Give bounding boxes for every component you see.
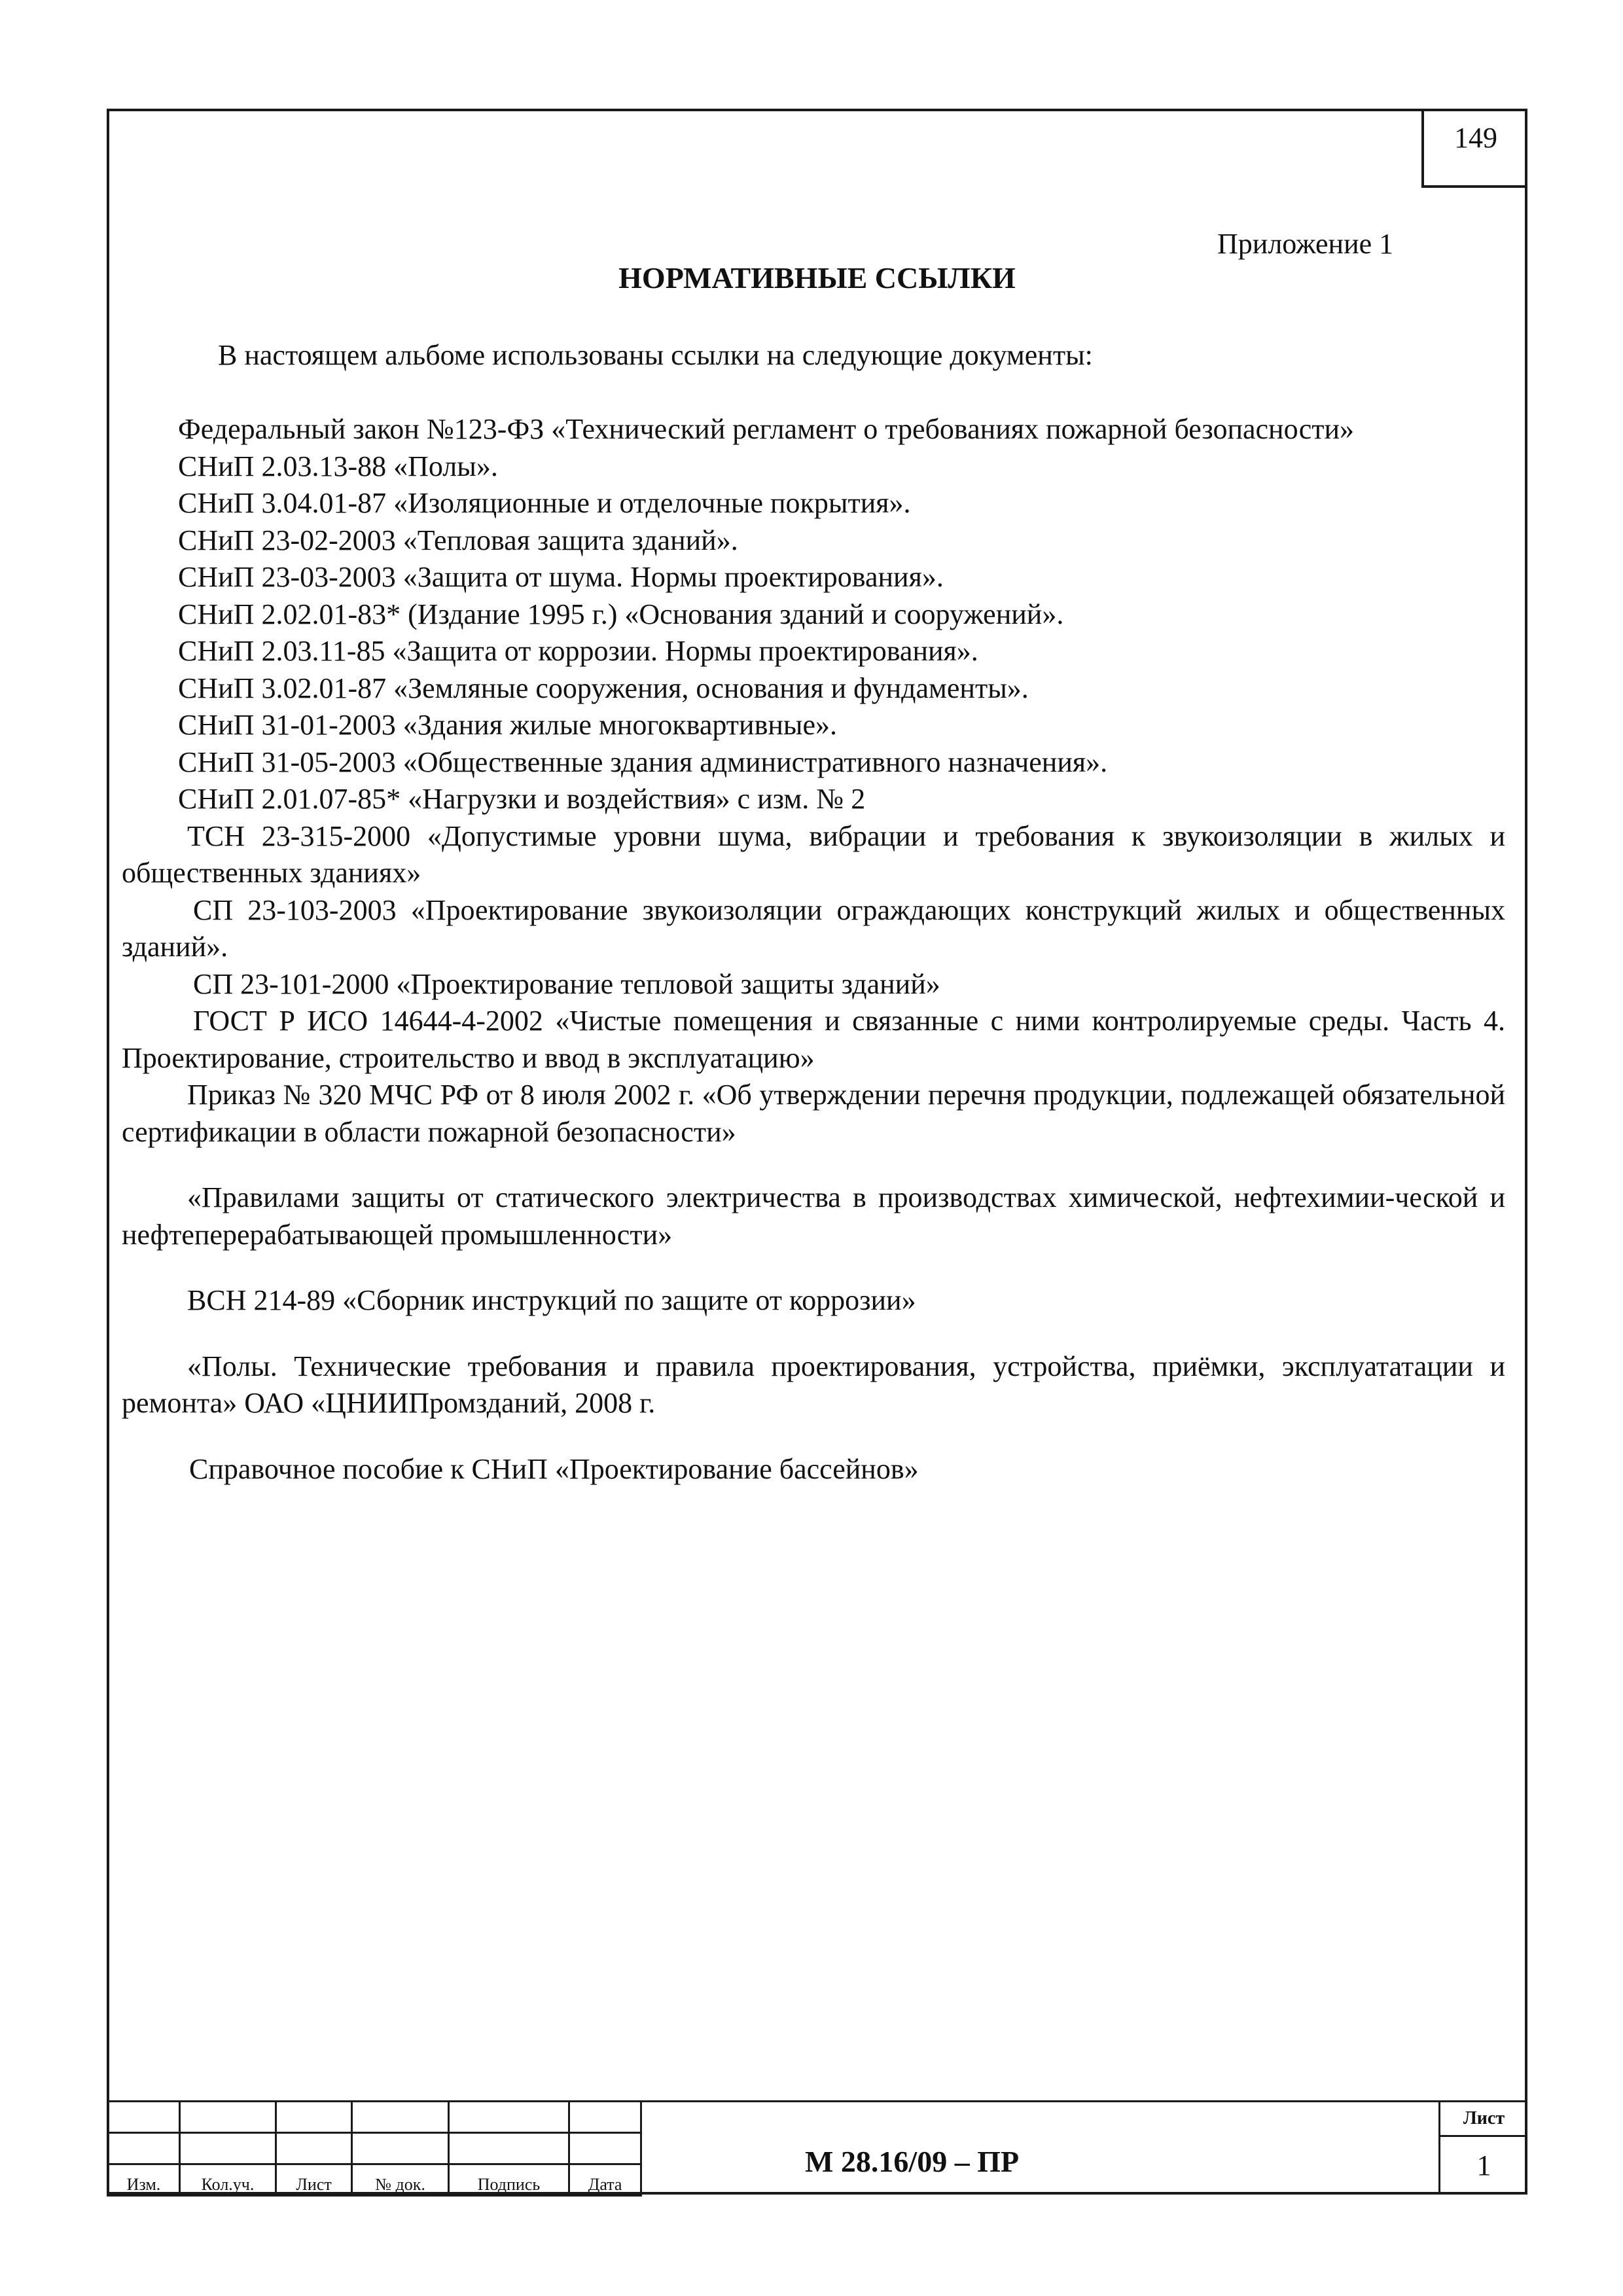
reference-item: СНиП 2.03.13-88 «Полы». — [178, 450, 498, 482]
reference-item: «Полы. Технические требования и правила проектирования, устройства, приёмки, эксплуататации и ремонта» ОАО «ЦНИИПромзданий, 2008 г. — [122, 1350, 1505, 1419]
page-number: 149 — [1421, 109, 1527, 188]
reference-item: СНиП 2.02.01-83* (Издание 1995 г.) «Основания зданий и сооружений». — [178, 598, 1064, 630]
reference-item: ГОСТ Р ИСО 14644-4-2002 «Чистые помещения и связанные с ними контролируемые среды. Часть 4. Проектирование, строительство и ввод в эксплуатацию» — [122, 1005, 1505, 1074]
label-podpis: Подпись — [449, 2164, 569, 2196]
reference-item: СНиП 2.03.11-85 «Защита от коррозии. Нормы проектирования». — [178, 635, 978, 667]
document-code: М 28.16/09 – ПР — [805, 2145, 1020, 2178]
label-data: Дата — [569, 2164, 641, 2196]
label-list: Лист — [276, 2164, 352, 2196]
label-n-dok: № док. — [352, 2164, 449, 2196]
reference-item: СНиП 3.02.01-87 «Земляные сооружения, основания и фундаменты». — [178, 672, 1029, 704]
reference-item: Приказ № 320 МЧС РФ от 8 июля 2002 г. «Об утверждении перечня продукции, подлежащей обязательной сертификации в области пожарной безопасности» — [122, 1079, 1505, 1148]
reference-item: СНиП 31-01-2003 «Здания жилые многоквартивные». — [178, 709, 837, 741]
reference-item: СП 23-101-2000 «Проектирование тепловой защиты зданий» — [193, 967, 940, 1000]
sheet-number: 1 — [1476, 2149, 1491, 2181]
reference-item: ТСН 23-315-2000 «Допустимые уровни шума, вибрации и требования к звукоизоляции в жилых и общественных зданиях» — [122, 819, 1505, 889]
sheet-label: Лист — [1440, 2100, 1527, 2137]
appendix-label: Приложение 1 — [1217, 228, 1394, 260]
reference-item: ВСН 214-89 «Сборник инструкций по защите от коррозии» — [187, 1284, 916, 1316]
reference-item: СП 23-103-2003 «Проектирование звукоизоляции ограждающих конструкций жилых и общественных зданий». — [122, 893, 1505, 963]
label-kol-uch: Кол.уч. — [180, 2164, 276, 2196]
references-list — [122, 411, 1505, 1488]
reference-item: СНиП 23-03-2003 «Защита от шума. Нормы проектирования». — [178, 561, 944, 593]
title-block-divider — [107, 2100, 1527, 2102]
sheet-box — [1438, 2100, 1527, 2195]
reference-item: СНиП 2.01.07-85* «Нагрузки и воздействия» с изм. № 2 — [178, 783, 866, 815]
label-izm: Изм. — [108, 2164, 180, 2196]
revision-table — [107, 2100, 642, 2197]
reference-item: Справочное пособие к СНиП «Проектирование бассейнов» — [189, 1452, 919, 1485]
reference-item: «Правилами защиты от статического электричества в производствах химической, нефтехимии-ческой и нефтеперерабатывающей промышленности» — [122, 1181, 1505, 1251]
intro-text: В настоящем альбоме использованы ссылки на следующие документы: — [218, 339, 1093, 371]
reference-item: СНиП 3.04.01-87 «Изоляционные и отделочные покрытия». — [178, 487, 911, 519]
reference-item: СНиП 23-02-2003 «Тепловая защита зданий». — [178, 524, 738, 556]
reference-item: СНиП 31-05-2003 «Общественные здания административного назначения». — [178, 745, 1108, 778]
page-title: НОРМАТИВНЫЕ ССЫЛКИ — [618, 261, 1016, 295]
reference-item: Федеральный закон №123-ФЗ «Технический регламент о требованиях пожарной безопасности» — [178, 413, 1354, 445]
